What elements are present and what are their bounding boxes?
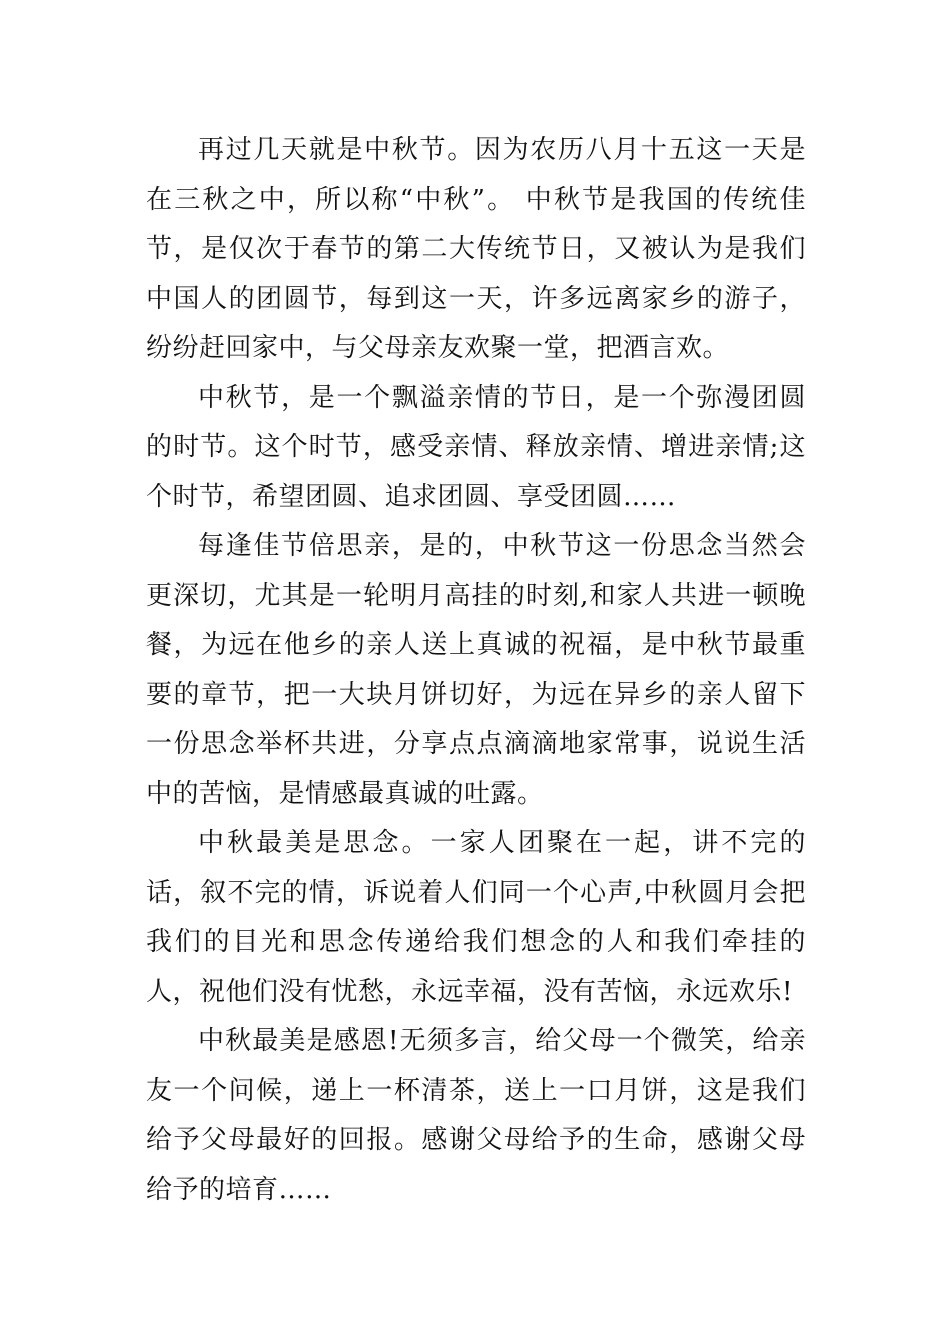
paragraph-1: 再过几天就是中秋节。因为农历八月十五这一天是在三秋之中，所以称“中秋”。 中秋节是我国的传统佳节，是仅次于春节的第二大传统节日，又被认为是我们中国人的团圆节，每到这一天，许多远离家乡的游子，纷纷赶回家中，与父母亲友欢聚一堂，把酒言欢。 — [146, 135, 806, 363]
paragraph-2: 中秋节，是一个飘溢亲情的节日，是一个弥漫团圆的时节。这个时节，感受亲情、释放亲情、增进亲情;这个时节，希望团圆、追求团圆、享受团圆…… — [146, 382, 806, 512]
paragraph-3: 每逢佳节倍思亲，是的，中秋节这一份思念当然会更深切，尤其是一轮明月高挂的时刻,和家人共进一顿晚餐，为远在他乡的亲人送上真诚的祝福，是中秋节最重要的章节，把一大块月饼切好，为远在异乡的亲人留下一份思念举杯共进，分享点点滴滴地家常事，说说生活中的苦恼，是情感最真诚的吐露。 — [146, 531, 806, 809]
document-body — [146, 126, 806, 1215]
paragraph-5: 中秋最美是感恩!无须多言，给父母一个微笑，给亲友一个问候，递上一杯清茶，送上一口月饼，这是我们给予父母最好的回报。感谢父母给予的生命，感谢父母给予的培育…… — [146, 1026, 806, 1205]
paragraph-4: 中秋最美是思念。一家人团聚在一起，讲不完的话，叙不完的情，诉说着人们同一个心声,中秋圆月会把我们的目光和思念传递给我们想念的人和我们牵挂的人，祝他们没有忧愁，永远幸福，没有苦恼，永远欢乐! — [146, 828, 806, 1007]
